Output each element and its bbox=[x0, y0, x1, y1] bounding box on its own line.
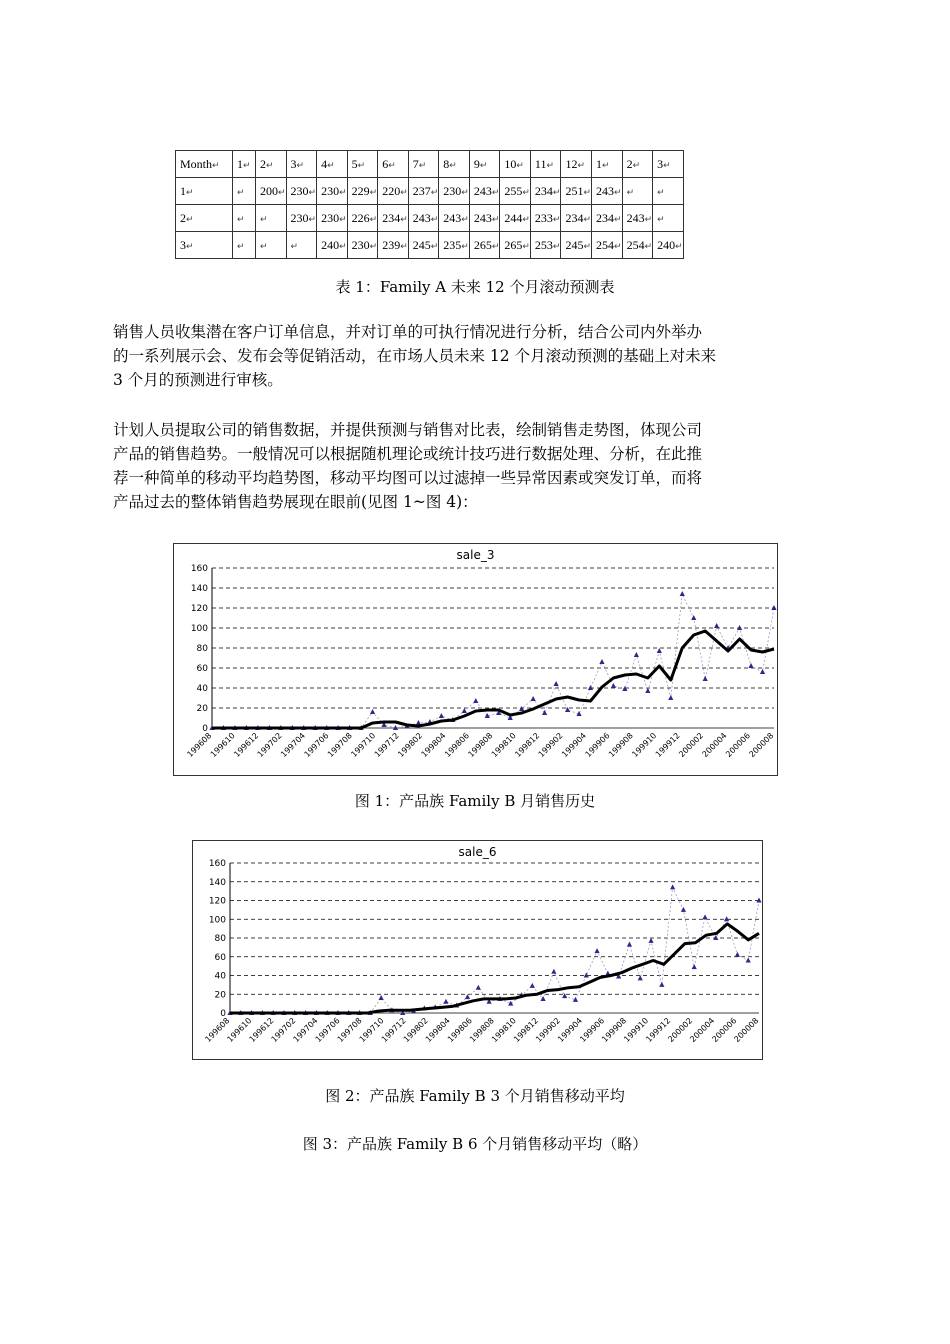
cell-mark: ↵ bbox=[583, 186, 592, 197]
sales-point bbox=[462, 708, 467, 713]
sales-point bbox=[530, 983, 535, 988]
table-cell: 245↵ bbox=[561, 232, 592, 259]
cell-mark: ↵ bbox=[357, 159, 366, 170]
table-cell: 244↵ bbox=[500, 205, 531, 232]
cell-mark: ↵ bbox=[186, 186, 194, 197]
y-tick-label: 20 bbox=[214, 990, 226, 1001]
figure-2-caption: 图 2：产品族 Family B 3 个月销售移动平均 bbox=[325, 1087, 625, 1105]
table-caption: 表 1：Family A 未来 12 个月滚动预测表 bbox=[335, 278, 615, 296]
cell-mark: ↵ bbox=[461, 213, 469, 224]
cell-mark: ↵ bbox=[675, 240, 683, 251]
table-cell: 229↵ bbox=[347, 178, 378, 205]
sales-point bbox=[692, 964, 697, 969]
table-cell: 2↵ bbox=[176, 205, 233, 232]
table-cell: 255↵ bbox=[500, 178, 531, 205]
table-cell: 243↵ bbox=[592, 178, 623, 205]
cell-mark: ↵ bbox=[260, 213, 268, 224]
sales-point bbox=[703, 676, 708, 681]
x-tick-label: 199902 bbox=[536, 731, 565, 760]
sales-point bbox=[638, 975, 643, 980]
table-cell bbox=[256, 232, 287, 259]
x-tick-label: 199808 bbox=[466, 731, 495, 760]
y-tick-label: 120 bbox=[208, 896, 226, 907]
x-tick-label: 200004 bbox=[688, 1016, 717, 1045]
y-tick-label: 0 bbox=[220, 1009, 226, 1019]
sales-point bbox=[627, 942, 632, 947]
x-tick-label: 199802 bbox=[396, 731, 425, 760]
table-cell: 234↵ bbox=[592, 205, 623, 232]
table-row bbox=[176, 205, 684, 232]
table-cell: 11↵ bbox=[530, 151, 561, 178]
x-tick-label: 199902 bbox=[534, 1016, 563, 1045]
sales-point bbox=[531, 696, 536, 701]
y-tick-label: 120 bbox=[190, 604, 208, 614]
table-cell: 243↵ bbox=[408, 205, 439, 232]
x-tick-label: 199906 bbox=[583, 731, 612, 760]
cell-mark: ↵ bbox=[237, 213, 245, 224]
sales-point bbox=[594, 948, 599, 953]
table-cell: 243↵ bbox=[469, 205, 500, 232]
cell-mark: ↵ bbox=[657, 186, 665, 197]
y-tick-label: 100 bbox=[190, 624, 208, 634]
paragraph-2-line: 荐一种简单的移动平均趋势图，移动平均图可以过滤掉一些异常因素或突发订单，而将 bbox=[113, 469, 703, 487]
table-cell: 234↵ bbox=[561, 205, 592, 232]
table-cell: 233↵ bbox=[530, 205, 561, 232]
y-tick-label: 140 bbox=[190, 584, 208, 594]
sale-6-chart bbox=[192, 840, 763, 1060]
cell-mark: ↵ bbox=[339, 186, 347, 197]
cell-mark: ↵ bbox=[583, 213, 592, 224]
x-tick-label: 199812 bbox=[512, 1016, 540, 1045]
cell-mark: ↵ bbox=[400, 240, 408, 251]
cell-mark: ↵ bbox=[212, 159, 220, 170]
paragraph-1-line: 销售人员收集潜在客户订单信息，并对订单的可执行情况进行分析，结合公司内外举办 bbox=[113, 323, 703, 341]
table-cell: 230↵ bbox=[317, 205, 348, 232]
sales-point bbox=[599, 659, 604, 664]
x-tick-label: 199608 bbox=[203, 1016, 232, 1045]
sales-point bbox=[657, 648, 662, 653]
chart-title: sale_6 bbox=[458, 845, 497, 859]
chart-title: sale_3 bbox=[456, 548, 495, 562]
sales-point bbox=[771, 605, 776, 610]
sales-point bbox=[702, 914, 707, 919]
cell-mark: ↵ bbox=[243, 159, 251, 170]
cell-mark: ↵ bbox=[657, 213, 665, 224]
sales-point bbox=[439, 713, 444, 718]
cell-mark: ↵ bbox=[552, 186, 561, 197]
x-tick-label: 199712 bbox=[372, 731, 401, 760]
x-tick-label: 200002 bbox=[677, 731, 706, 760]
x-tick-label: 199608 bbox=[185, 731, 214, 760]
cell-mark: ↵ bbox=[491, 240, 500, 251]
y-tick-label: 60 bbox=[196, 664, 208, 674]
x-tick-label: 199804 bbox=[419, 731, 448, 760]
table-cell: 235↵ bbox=[439, 232, 470, 259]
figure-1-caption: 图 1：产品族 Family B 月销售历史 bbox=[354, 792, 596, 810]
cell-mark: ↵ bbox=[546, 159, 555, 170]
cell-mark: ↵ bbox=[663, 159, 671, 170]
sales-point bbox=[735, 952, 740, 957]
table-row bbox=[176, 232, 684, 259]
table-cell: 8↵ bbox=[439, 151, 470, 178]
sales-point bbox=[724, 916, 729, 921]
cell-mark: ↵ bbox=[522, 240, 530, 251]
sales-point bbox=[443, 999, 448, 1004]
sales-point bbox=[668, 695, 673, 700]
table-cell: 239↵ bbox=[378, 232, 409, 259]
y-tick-label: 40 bbox=[196, 684, 208, 694]
forecast-table bbox=[175, 150, 684, 259]
table-cell: 243↵ bbox=[439, 205, 470, 232]
x-tick-label: 199912 bbox=[653, 731, 682, 760]
table-cell: 1↵ bbox=[592, 151, 623, 178]
x-tick-label: 199702 bbox=[255, 731, 284, 760]
table-cell: 226↵ bbox=[347, 205, 378, 232]
sales-point bbox=[611, 683, 616, 688]
figure-3-caption: 图 3：产品族 Family B 6 个月销售移动平均（略） bbox=[302, 1135, 648, 1153]
cell-mark: ↵ bbox=[400, 213, 408, 224]
table-cell: 251↵ bbox=[561, 178, 592, 205]
cell-mark: ↵ bbox=[400, 186, 408, 197]
x-tick-label: 199908 bbox=[600, 1016, 629, 1045]
paragraph-2-line: 产品过去的整体销售趋势展现在眼前(见图 1~图 4)： bbox=[113, 493, 478, 511]
table-cell: Month↵ bbox=[176, 151, 233, 178]
x-tick-label: 199810 bbox=[489, 1016, 518, 1045]
x-tick-label: 199708 bbox=[335, 1016, 364, 1045]
x-tick-label: 199806 bbox=[443, 731, 471, 760]
sales-point bbox=[465, 994, 470, 999]
sales-point bbox=[680, 591, 685, 596]
cell-mark: ↵ bbox=[308, 186, 317, 197]
sales-point bbox=[746, 958, 751, 963]
sales-point bbox=[473, 698, 478, 703]
paragraph-1-line: 3 个月的预测进行审核。 bbox=[113, 371, 283, 389]
cell-mark: ↵ bbox=[278, 186, 286, 197]
table-cell: 3↵ bbox=[176, 232, 233, 259]
x-tick-label: 199704 bbox=[279, 731, 308, 760]
table-cell: 3↵ bbox=[286, 151, 317, 178]
sales-point bbox=[553, 681, 558, 686]
sales-point bbox=[551, 969, 556, 974]
cell-mark: ↵ bbox=[614, 213, 622, 224]
paragraph-1-line: 的一系列展示会、发布会等促销活动，在市场人员未来 12 个月滚动预测的基础上对未来 bbox=[113, 347, 717, 365]
cell-mark: ↵ bbox=[237, 240, 245, 251]
table-cell bbox=[233, 205, 256, 232]
table-cell: 265↵ bbox=[500, 232, 531, 259]
cell-mark: ↵ bbox=[237, 186, 245, 197]
cell-mark: ↵ bbox=[614, 240, 622, 251]
cell-mark: ↵ bbox=[339, 240, 347, 251]
cell-mark: ↵ bbox=[327, 159, 335, 170]
moving-average-line bbox=[230, 924, 759, 1013]
cell-mark: ↵ bbox=[430, 240, 439, 251]
cell-mark: ↵ bbox=[388, 159, 396, 170]
sales-point bbox=[714, 623, 719, 628]
x-tick-label: 199904 bbox=[560, 731, 589, 760]
x-tick-label: 199906 bbox=[578, 1016, 607, 1045]
table-cell: 5↵ bbox=[347, 151, 378, 178]
table-cell bbox=[653, 205, 684, 232]
x-tick-label: 199910 bbox=[622, 1016, 651, 1045]
table-cell: 4↵ bbox=[317, 151, 348, 178]
paragraph-2 bbox=[113, 418, 843, 514]
table-cell: 230↵ bbox=[439, 178, 470, 205]
table-cell: 230↵ bbox=[286, 178, 317, 205]
sales-point bbox=[659, 982, 664, 987]
table-cell: 2↵ bbox=[622, 151, 653, 178]
x-tick-label: 199804 bbox=[423, 1016, 452, 1045]
cell-mark: ↵ bbox=[583, 240, 592, 251]
table-cell bbox=[286, 232, 317, 259]
cell-mark: ↵ bbox=[461, 240, 469, 251]
x-tick-label: 199704 bbox=[291, 1016, 320, 1045]
x-tick-label: 200002 bbox=[666, 1016, 695, 1045]
sales-point bbox=[634, 652, 639, 657]
paragraph-1 bbox=[113, 320, 843, 392]
x-tick-label: 199710 bbox=[357, 1016, 386, 1045]
sales-point bbox=[645, 688, 650, 693]
table-cell: 200↵ bbox=[256, 178, 287, 205]
table-cell: 12↵ bbox=[561, 151, 592, 178]
sale-6-chart-svg bbox=[193, 841, 762, 1059]
x-tick-label: 199706 bbox=[302, 731, 331, 760]
table-cell: 254↵ bbox=[592, 232, 623, 259]
sales-point bbox=[588, 685, 593, 690]
paragraph-2-line: 产品的销售趋势。一般情况可以根据随机理论或统计技巧进行数据处理、分析，在此推 bbox=[113, 445, 703, 463]
cell-mark: ↵ bbox=[602, 159, 610, 170]
y-tick-label: 160 bbox=[190, 564, 208, 574]
sales-point bbox=[756, 898, 761, 903]
sales-point bbox=[370, 709, 375, 714]
table-cell: 3↵ bbox=[653, 151, 684, 178]
sales-point bbox=[584, 973, 589, 978]
table-cell: 1↵ bbox=[233, 151, 256, 178]
sales-point bbox=[748, 663, 753, 668]
cell-mark: ↵ bbox=[186, 240, 194, 251]
table-cell bbox=[233, 232, 256, 259]
table-cell: 1↵ bbox=[176, 178, 233, 205]
table-cell: 2↵ bbox=[256, 151, 287, 178]
table-cell bbox=[653, 178, 684, 205]
x-tick-label: 199908 bbox=[606, 731, 635, 760]
sales-point bbox=[670, 884, 675, 889]
x-tick-label: 200006 bbox=[710, 1016, 739, 1045]
x-tick-label: 199808 bbox=[467, 1016, 496, 1045]
x-tick-label: 199912 bbox=[644, 1016, 673, 1045]
sale-3-chart bbox=[173, 543, 778, 776]
cell-mark: ↵ bbox=[461, 186, 469, 197]
y-tick-label: 80 bbox=[196, 644, 208, 654]
cell-mark: ↵ bbox=[290, 240, 299, 251]
x-tick-label: 199708 bbox=[325, 731, 354, 760]
cell-mark: ↵ bbox=[296, 159, 305, 170]
x-tick-label: 199712 bbox=[379, 1016, 408, 1045]
y-tick-label: 100 bbox=[208, 915, 226, 926]
table-cell bbox=[622, 178, 653, 205]
x-tick-label: 199810 bbox=[489, 731, 518, 760]
table-cell: 234↵ bbox=[378, 205, 409, 232]
table-cell: 253↵ bbox=[530, 232, 561, 259]
cell-mark: ↵ bbox=[522, 186, 530, 197]
x-tick-label: 199706 bbox=[313, 1016, 342, 1045]
sales-point bbox=[713, 935, 718, 940]
x-tick-label: 200006 bbox=[724, 731, 752, 760]
cell-mark: ↵ bbox=[418, 159, 427, 170]
x-tick-label: 199802 bbox=[401, 1016, 430, 1045]
x-tick-label: 199710 bbox=[349, 731, 378, 760]
cell-mark: ↵ bbox=[369, 213, 378, 224]
cell-mark: ↵ bbox=[644, 240, 653, 251]
table-cell: 240↵ bbox=[317, 232, 348, 259]
table-cell: 245↵ bbox=[408, 232, 439, 259]
sales-point bbox=[519, 706, 524, 711]
cell-mark: ↵ bbox=[626, 186, 635, 197]
table-cell: 237↵ bbox=[408, 178, 439, 205]
x-tick-label: 200008 bbox=[732, 1016, 761, 1045]
sales-point bbox=[760, 669, 765, 674]
y-tick-label: 40 bbox=[214, 971, 226, 982]
table-cell: 9↵ bbox=[469, 151, 500, 178]
cell-mark: ↵ bbox=[552, 240, 561, 251]
sales-point bbox=[737, 625, 742, 630]
table-cell: 220↵ bbox=[378, 178, 409, 205]
table-cell bbox=[256, 205, 287, 232]
x-tick-label: 200004 bbox=[700, 731, 729, 760]
cell-mark: ↵ bbox=[552, 213, 561, 224]
cell-mark: ↵ bbox=[644, 213, 653, 224]
cell-mark: ↵ bbox=[632, 159, 641, 170]
x-tick-label: 199702 bbox=[269, 1016, 298, 1045]
cell-mark: ↵ bbox=[308, 213, 317, 224]
y-tick-label: 60 bbox=[214, 952, 226, 963]
cell-mark: ↵ bbox=[186, 213, 194, 224]
cell-mark: ↵ bbox=[516, 159, 524, 170]
x-tick-label: 199904 bbox=[556, 1016, 585, 1045]
moving-average-line bbox=[212, 631, 774, 728]
table-cell: 265↵ bbox=[469, 232, 500, 259]
table-cell: 6↵ bbox=[378, 151, 409, 178]
table-cell bbox=[233, 178, 256, 205]
x-tick-label: 199910 bbox=[630, 731, 659, 760]
x-tick-label: 199610 bbox=[208, 731, 237, 760]
sales-point bbox=[379, 995, 384, 1000]
cell-mark: ↵ bbox=[369, 186, 378, 197]
x-tick-label: 199812 bbox=[513, 731, 542, 760]
cell-mark: ↵ bbox=[369, 240, 378, 251]
y-tick-label: 0 bbox=[202, 724, 208, 734]
cell-mark: ↵ bbox=[577, 159, 586, 170]
sales-point bbox=[691, 615, 696, 620]
table-row bbox=[176, 178, 684, 205]
cell-mark: ↵ bbox=[430, 186, 439, 197]
table-cell: 243↵ bbox=[622, 205, 653, 232]
sales-point bbox=[681, 907, 686, 912]
table-cell: 230↵ bbox=[347, 232, 378, 259]
sale-3-chart-svg bbox=[174, 544, 777, 775]
cell-mark: ↵ bbox=[449, 159, 457, 170]
sales-point bbox=[476, 985, 481, 990]
x-tick-label: 200008 bbox=[747, 731, 776, 760]
table-cell: 240↵ bbox=[653, 232, 684, 259]
cell-mark: ↵ bbox=[339, 213, 347, 224]
table-cell: 234↵ bbox=[530, 178, 561, 205]
table-cell: 230↵ bbox=[317, 178, 348, 205]
cell-mark: ↵ bbox=[266, 159, 274, 170]
cell-mark: ↵ bbox=[522, 213, 530, 224]
y-tick-label: 140 bbox=[208, 877, 226, 888]
x-tick-label: 199610 bbox=[225, 1016, 254, 1045]
cell-mark: ↵ bbox=[260, 240, 268, 251]
x-tick-label: 199612 bbox=[232, 731, 261, 760]
x-tick-label: 199612 bbox=[247, 1016, 276, 1045]
y-tick-label: 20 bbox=[196, 704, 208, 714]
table-cell: 230↵ bbox=[286, 205, 317, 232]
cell-mark: ↵ bbox=[430, 213, 439, 224]
x-tick-label: 199806 bbox=[445, 1016, 474, 1045]
table-cell: 10↵ bbox=[500, 151, 531, 178]
paragraph-2-line: 计划人员提取公司的销售数据，并提供预测与销售对比表，绘制销售走势图，体现公司 bbox=[113, 421, 703, 439]
table-cell: 254↵ bbox=[622, 232, 653, 259]
cell-mark: ↵ bbox=[491, 186, 500, 197]
sales-point bbox=[648, 938, 653, 943]
y-tick-label: 80 bbox=[214, 934, 226, 944]
cell-mark: ↵ bbox=[479, 159, 488, 170]
table-row bbox=[176, 151, 684, 178]
cell-mark: ↵ bbox=[491, 213, 500, 224]
table-cell: 243↵ bbox=[469, 178, 500, 205]
y-tick-label: 160 bbox=[208, 859, 226, 869]
table-cell: 7↵ bbox=[408, 151, 439, 178]
cell-mark: ↵ bbox=[614, 186, 622, 197]
